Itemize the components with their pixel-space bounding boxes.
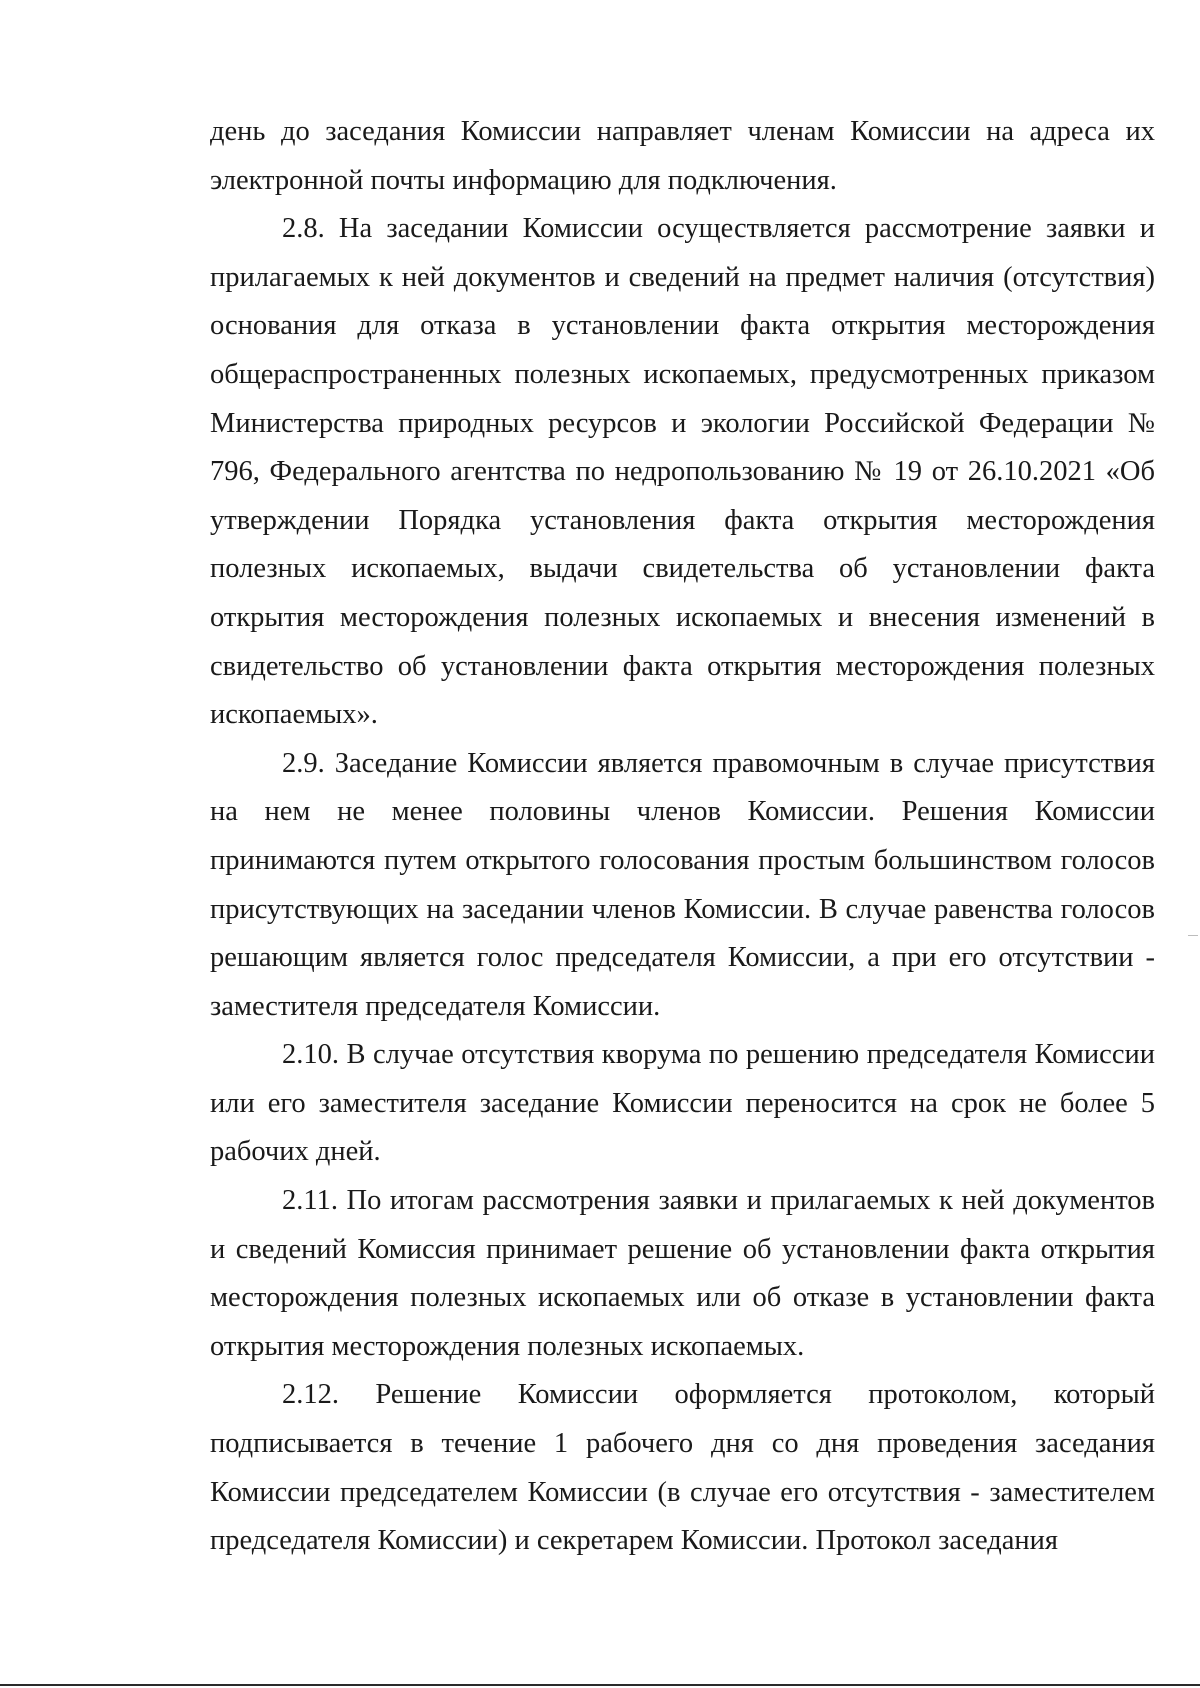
paragraph-continuation: день до заседания Комиссии направляет членам Комиссии на адреса их электронной почты информацию для подключения. <box>210 116 1155 196</box>
document-body <box>210 108 1155 1566</box>
paragraph-2-11: 2.11. По итогам рассмотрения заявки и прилагаемых к ней документов и сведений Комиссия принимает решение об установлении факта открытия месторождения полезных ископаемых или об отказе в установлении факта открытия месторождения полезных ископаемых. <box>210 1185 1155 1362</box>
paragraph-2-12: 2.12. Решение Комиссии оформляется протоколом, который подписывается в течение 1 рабочего дня со дня проведения заседания Комиссии председателем Комиссии (в случае его отсутствия - заместителем председателя Комиссии) и секретарем Комиссии. Протокол заседания <box>210 1379 1155 1557</box>
paragraph-2-9: 2.9. Заседание Комиссии является правомочным в случае присутствия на нем не менее половины членов Комиссии. Решения Комиссии принимаются путем открытого голосования простым большинством голосов присутствующих на заседании членов Комиссии. В случае равенства голосов решающим является голос председателя Комиссии, а при его отсутствии - заместителя председателя Комиссии. <box>210 747 1155 1022</box>
paragraph-2-8: 2.8. На заседании Комиссии осуществляется рассмотрение заявки и прилагаемых к ней документов и сведений на предмет наличия (отсутствия) основания для отказа в установлении факта открытия месторождения общераспространенных полезных ископаемых, предусмотренных приказом Министерства природных ресурсов и экологии Российской Федерации № 796, Федерального агентства по недропользованию № 19 от 26.10.2021 «Об утверждении Порядка установления факта открытия месторождения полезных ископаемых, выдачи свидетельства об установлении факта открытия месторождения полезных ископаемых и внесения изменений в свидетельство об установлении факта открытия месторождения полезных ископаемых». <box>210 213 1155 731</box>
page-bottom-edge <box>0 1684 1200 1686</box>
scan-edge-mark <box>1188 935 1198 936</box>
paragraph-2-10: 2.10. В случае отсутствия кворума по решению председателя Комиссии или его заместителя заседание Комиссии переносится на срок не более 5 рабочих дней. <box>210 1039 1155 1168</box>
